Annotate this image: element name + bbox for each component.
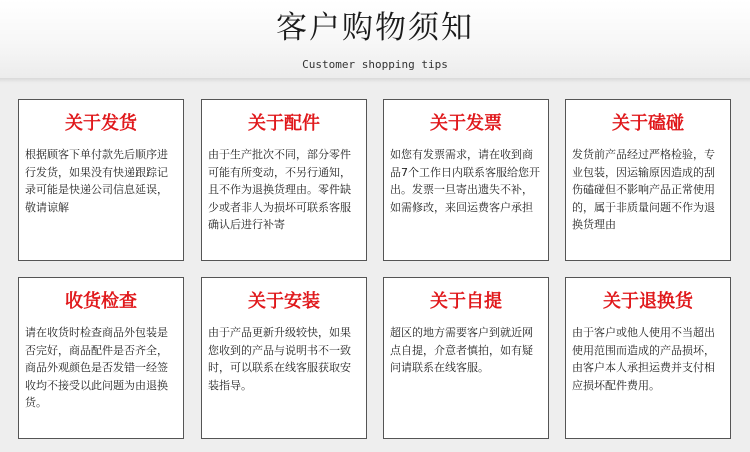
page-subtitle: Customer shopping tips [302, 58, 448, 71]
card-accessories [201, 99, 367, 261]
card-text: 如您有发票需求，请在收到商品7个工作日内联系客服给您开出。发票一旦寄出遗失不补，如需修改，来回运费客户承担 [390, 148, 540, 214]
card-title: 关于安装 [248, 291, 320, 312]
card-title: 收货检查 [65, 291, 137, 312]
header-divider [0, 78, 750, 86]
card-text: 根据顾客下单付款先后顺序进行发货，如果没有快递跟踪记录可能是快递公司信息延误，敬请谅解 [25, 148, 168, 214]
card-shipping [18, 99, 184, 261]
card-title: 关于配件 [248, 113, 320, 134]
card-text: 由于产品更新升级较快，如果您收到的产品与说明书不一致时，可以联系在线客服获取安装指导。 [208, 326, 351, 392]
card-self-pickup [383, 277, 549, 439]
card-receipt-check [18, 277, 184, 439]
card-title: 关于发货 [65, 113, 137, 134]
card-returns [565, 277, 731, 439]
card-installation [201, 277, 367, 439]
card-text: 请在收货时检查商品外包装是否完好，商品配件是否齐全，商品外观颜色是否发错一经签收均不接受以此问题为由退换货。 [25, 326, 168, 409]
card-damage [565, 99, 731, 261]
card-text: 超区的地方需要客户到就近网点自提，介意者慎拍，如有疑问请联系在线客服。 [390, 326, 533, 374]
page-title: 客户购物须知 [276, 10, 474, 46]
card-title: 关于退换货 [603, 291, 693, 312]
card-text: 由于客户或他人使用不当超出使用范围而造成的产品损坏，由客户本人承担运费并支付相应损坏配件费用。 [572, 326, 715, 392]
card-invoice [383, 99, 549, 261]
card-title: 关于磕碰 [612, 113, 684, 134]
card-title: 关于自提 [430, 291, 502, 312]
card-text: 由于生产批次不同，部分零件可能有所变动，不另行通知，且不作为退换货理由。零件缺少或者非人为损坏可联系客服确认后进行补寄 [208, 148, 351, 231]
card-text: 发货前产品经过严格检验，专业包装，因运输原因造成的刮伤磕碰但不影响产品正常使用的，属于非质量问题不作为退换货理由 [572, 148, 715, 231]
card-title: 关于发票 [430, 113, 502, 134]
